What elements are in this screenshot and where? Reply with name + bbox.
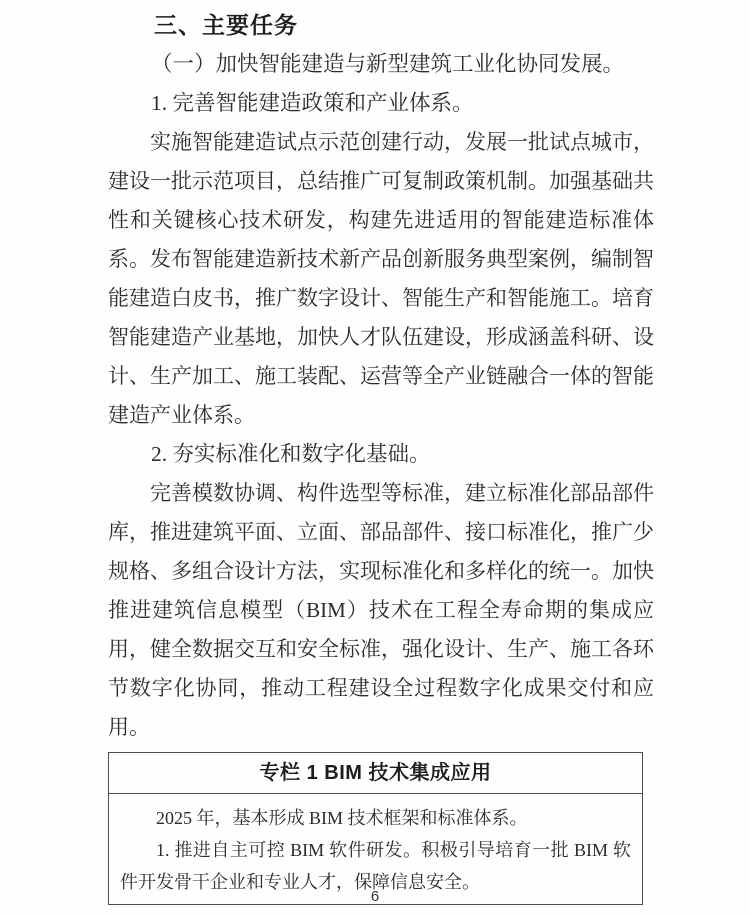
callout-paragraph-item1: 1. 推进自主可控 BIM 软件研发。积极引导培育一批 BIM 软件开发骨干企业和专业人才，保障信息安全。 xyxy=(120,840,631,892)
subsection-heading: （一）加快智能建造与新型建筑工业化协同发展。 xyxy=(151,52,625,76)
section-heading: 三、主要任务 xyxy=(154,12,298,38)
page-content xyxy=(108,6,654,905)
callout-title: 专栏 1 BIM 技术集成应用 xyxy=(109,753,642,794)
page-number: 6 xyxy=(370,888,380,905)
task2-heading: 2. 夯实标准化和数字化基础。 xyxy=(151,442,431,466)
task1-paragraph: 实施智能建造试点示范创建行动，发展一批试点城市，建设一批示范项目，总结推广可复制政策机制。加强基础共性和关键核心技术研发，构建先进适用的智能建造标准体系。发布智能建造新技术新产品创新服务典型案例，编制智能建造白皮书，推广数字设计、智能生产和智能施工。培育智能建造产业基地，加快人才队伍建设，形成涵盖科研、设计、生产加工、施工装配、运营等全产业链融合一体的智能建造产业体系。 xyxy=(108,130,654,427)
callout-box-bim xyxy=(108,752,643,905)
task1-heading: 1. 完善智能建造政策和产业体系。 xyxy=(151,91,474,115)
task2-paragraph: 完善模数协调、构件选型等标准，建立标准化部品部件库，推进建筑平面、立面、部品部件、接口标准化，推广少规格、多组合设计方法，实现标准化和多样化的统一。加快推进建筑信息模型（BIM）技术在工程全寿命期的集成应用，健全数据交互和安全标准，强化设计、生产、施工各环节数字化协同，推动工程建设全过程数字化成果交付和应用。 xyxy=(108,481,654,739)
callout-paragraph-goal: 2025 年，基本形成 BIM 技术框架和标准体系。 xyxy=(156,808,528,828)
